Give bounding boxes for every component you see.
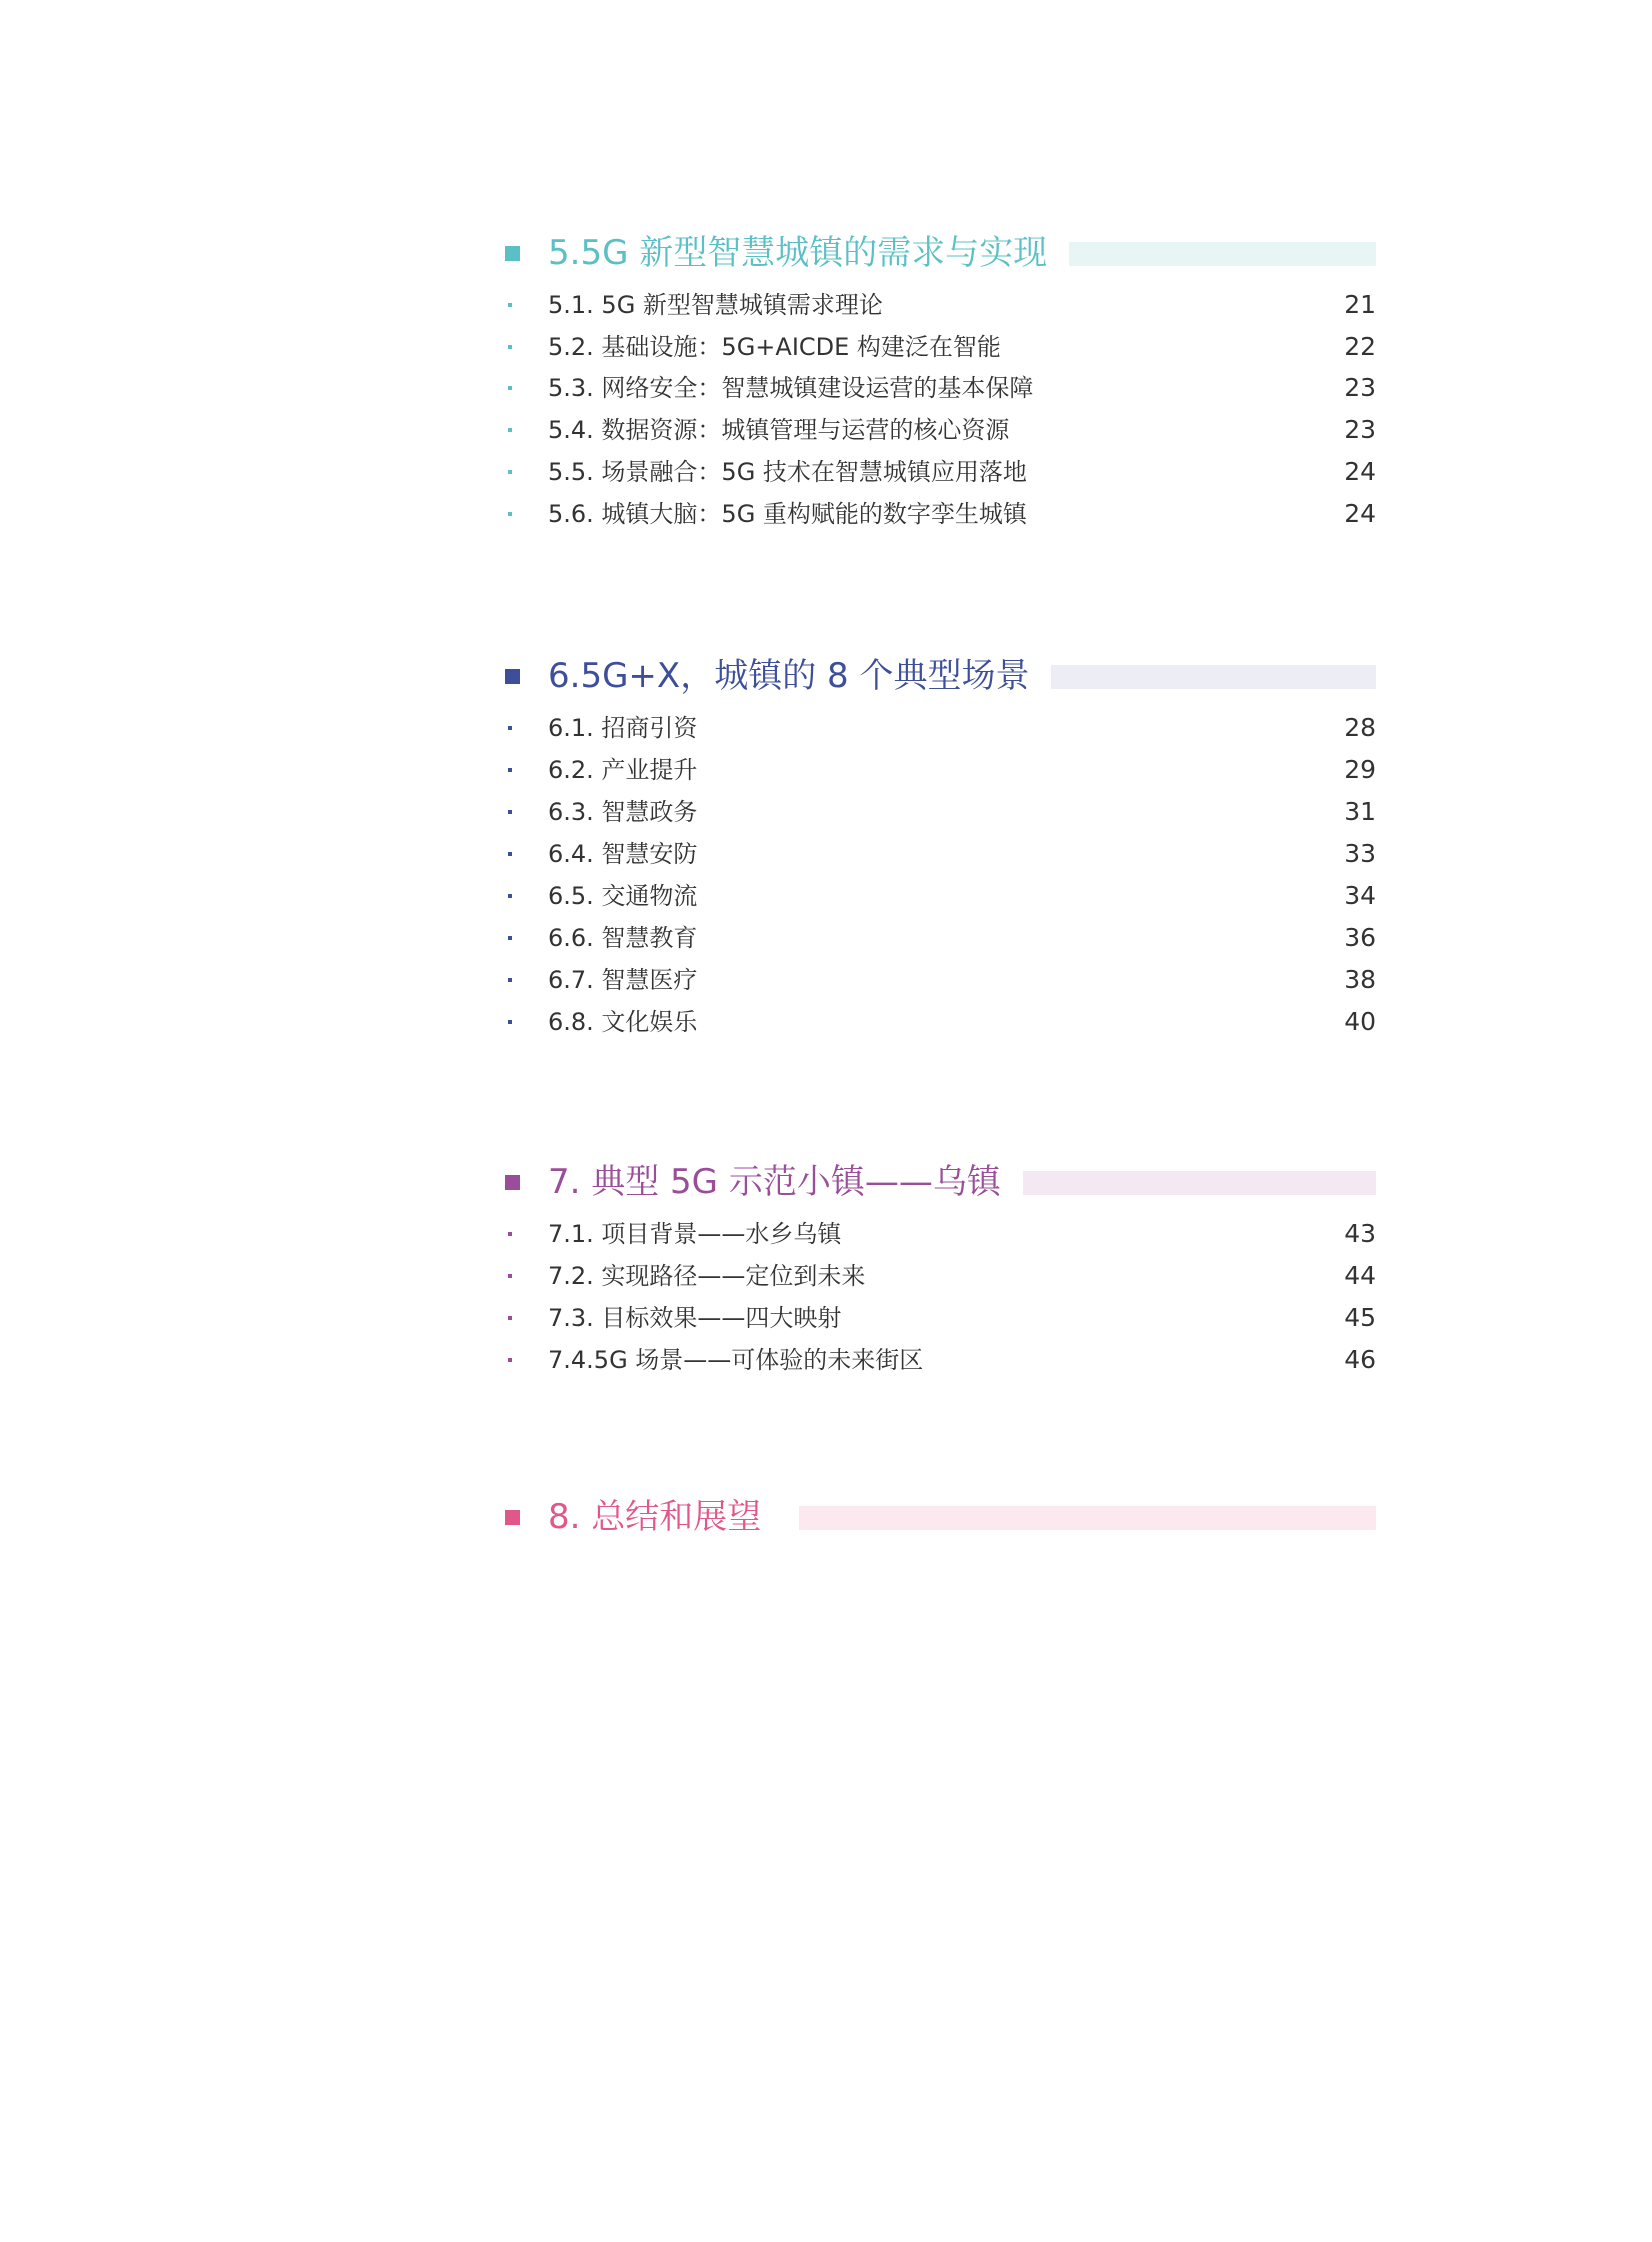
toc-entry-title: 7.1. 项目背景——水乡乌镇	[548, 1220, 842, 1248]
bullet-icon	[508, 1232, 512, 1236]
toc-entry-title: 6.6. 智慧教育	[548, 924, 698, 952]
bullet-icon	[508, 1358, 512, 1362]
toc-entry-page: 44	[1344, 1261, 1376, 1290]
toc-entry[interactable]	[499, 493, 1376, 535]
toc-entry-title: 5.3. 网络安全：智慧城镇建设运营的基本保障	[548, 374, 1034, 402]
toc-entry[interactable]	[499, 833, 1376, 875]
toc-entry-title: 5.5. 场景融合：5G 技术在智慧城镇应用落地	[548, 458, 1027, 486]
bullet-icon	[508, 1274, 512, 1278]
toc-entry-page: 23	[1344, 374, 1376, 402]
toc-entry-page: 38	[1344, 965, 1376, 994]
toc-entry[interactable]	[499, 1255, 1376, 1297]
toc-entry-page: 31	[1344, 797, 1376, 826]
toc-entry-page: 29	[1344, 755, 1376, 784]
toc-entry-title: 5.2. 基础设施：5G+AICDE 构建泛在智能	[548, 333, 1001, 361]
toc-entry[interactable]	[499, 875, 1376, 917]
toc-entry-page: 33	[1344, 839, 1376, 868]
section-header-band	[799, 1506, 1376, 1530]
toc-entry-list	[499, 1213, 1376, 1381]
toc-entry[interactable]	[499, 1001, 1376, 1043]
toc-entry-page: 46	[1344, 1345, 1376, 1374]
bullet-icon	[508, 978, 512, 982]
section-marker-icon	[505, 246, 520, 261]
toc-entry-list	[499, 707, 1376, 1043]
toc-entry-page: 36	[1344, 923, 1376, 952]
toc-entry-title: 5.6. 城镇大脑：5G 重构赋能的数字孪生城镇	[548, 500, 1027, 528]
toc-entry-page: 45	[1344, 1303, 1376, 1332]
toc-entry-title: 7.2. 实现路径——定位到未来	[548, 1262, 866, 1290]
bullet-icon	[508, 386, 512, 390]
toc-entry[interactable]	[499, 791, 1376, 833]
section-marker-icon	[505, 1175, 520, 1190]
section-marker-icon	[505, 1510, 520, 1525]
toc-entry-list	[499, 284, 1376, 535]
toc-entry[interactable]	[499, 409, 1376, 451]
bullet-icon	[508, 810, 512, 814]
toc-entry[interactable]	[499, 1297, 1376, 1339]
toc-entry[interactable]	[499, 917, 1376, 959]
toc-entry[interactable]	[499, 284, 1376, 326]
section-title: 5.5G 新型智慧城镇的需求与实现	[548, 228, 1069, 278]
bullet-icon	[508, 852, 512, 856]
bullet-icon	[508, 303, 512, 307]
bullet-icon	[508, 726, 512, 730]
section-header[interactable]	[499, 651, 1376, 701]
bullet-icon	[508, 428, 512, 432]
section-title: 6.5G+X，城镇的 8 个典型场景	[548, 651, 1051, 701]
bullet-icon	[508, 1316, 512, 1320]
toc-entry-page: 34	[1344, 881, 1376, 910]
bullet-icon	[508, 936, 512, 940]
toc-entry-page: 28	[1344, 713, 1376, 742]
toc-entry-title: 5.4. 数据资源：城镇管理与运营的核心资源	[548, 416, 1010, 444]
toc-entry[interactable]	[499, 1339, 1376, 1381]
toc-entry-page: 23	[1344, 415, 1376, 444]
bullet-icon	[508, 894, 512, 898]
toc-entry-title: 7.3. 目标效果——四大映射	[548, 1304, 842, 1332]
toc-entry-title: 6.2. 产业提升	[548, 756, 698, 784]
toc-entry-page: 43	[1344, 1219, 1376, 1248]
toc-entry[interactable]	[499, 326, 1376, 368]
toc-entry-title: 6.4. 智慧安防	[548, 840, 698, 868]
bullet-icon	[508, 1020, 512, 1024]
section-header[interactable]	[499, 1157, 1376, 1207]
bullet-icon	[508, 345, 512, 349]
toc-entry-page: 22	[1344, 332, 1376, 361]
section-title: 8. 总结和展望	[548, 1492, 783, 1542]
bullet-icon	[508, 512, 512, 516]
section-header[interactable]	[499, 1492, 1376, 1542]
toc-entry[interactable]	[499, 749, 1376, 791]
toc-entry-title: 6.1. 招商引资	[548, 714, 698, 742]
toc-entry-title: 6.3. 智慧政务	[548, 798, 698, 826]
section-marker-icon	[505, 669, 520, 684]
toc-entry-page: 24	[1344, 457, 1376, 486]
toc-entry-title: 6.8. 文化娱乐	[548, 1008, 698, 1036]
toc-section	[499, 228, 1376, 535]
toc-entry-page: 24	[1344, 499, 1376, 528]
section-header[interactable]	[499, 228, 1376, 278]
toc-section	[499, 651, 1376, 1043]
toc-section	[499, 1157, 1376, 1381]
toc-entry-title: 7.4.5G 场景——可体验的未来街区	[548, 1346, 924, 1374]
toc-entry[interactable]	[499, 1213, 1376, 1255]
bullet-icon	[508, 470, 512, 474]
toc-entry-page: 21	[1344, 290, 1376, 319]
toc-entry-title: 6.7. 智慧医疗	[548, 966, 698, 994]
section-title: 7. 典型 5G 示范小镇——乌镇	[548, 1157, 1023, 1207]
toc-entry[interactable]	[499, 707, 1376, 749]
toc-entry-page: 40	[1344, 1007, 1376, 1036]
toc-entry-title: 5.1. 5G 新型智慧城镇需求理论	[548, 291, 883, 319]
toc-entry[interactable]	[499, 451, 1376, 493]
toc-entry[interactable]	[499, 959, 1376, 1001]
toc-section	[499, 1492, 1376, 1542]
bullet-icon	[508, 768, 512, 772]
toc-entry[interactable]	[499, 368, 1376, 409]
toc-entry-title: 6.5. 交通物流	[548, 882, 698, 910]
